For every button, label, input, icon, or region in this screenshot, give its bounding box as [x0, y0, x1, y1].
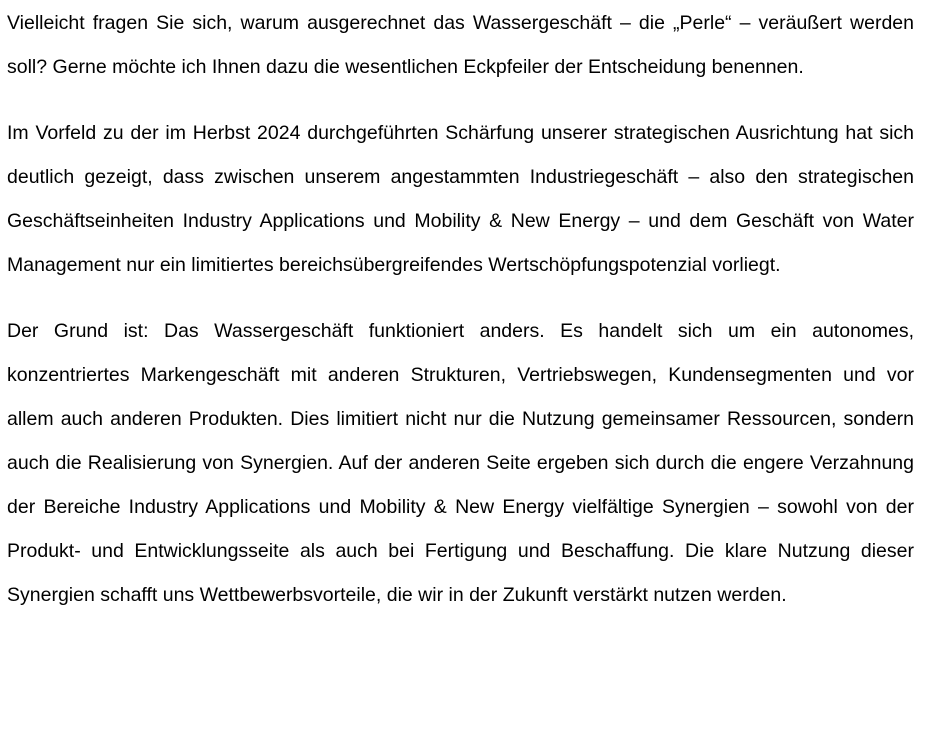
paragraph-strategy: Im Vorfeld zu der im Herbst 2024 durchgeführten Schärfung unserer strategischen Ausrichtung hat sich deutlich gezeigt, dass zwischen unserem angestammten Industriegeschäft – also den strategischen Geschäftseinheiten Industry Applications und Mobility & New Energy – und dem Geschäft von Water Management nur ein limitiertes bereichsübergreifendes Wertschöpfungspotenzial vorliegt.	[7, 122, 914, 276]
paragraph-intro: Vielleicht fragen Sie sich, warum ausgerechnet das Wassergeschäft – die „Perle“ – veräußert werden soll? Gerne möchte ich Ihnen dazu die wesentlichen Eckpfeiler der Entscheidung benennen.	[7, 12, 914, 78]
document-page	[0, 1, 925, 733]
paragraph-reason: Der Grund ist: Das Wassergeschäft funktioniert anders. Es handelt sich um ein autonomes, konzentriertes Markengeschäft mit anderen Strukturen, Vertriebswegen, Kundensegmenten und vor allem auch anderen Produkten. Dies limitiert nicht nur die Nutzung gemeinsamer Ressourcen, sondern auch die Realisierung von Synergien. Auf der anderen Seite ergeben sich durch die engere Verzahnung der Bereiche Industry Applications und Mobility & New Energy vielfältige Synergien – sowohl von der Produkt- und Entwicklungsseite als auch bei Fertigung und Beschaffung. Die klare Nutzung dieser Synergien schafft uns Wettbewerbsvorteile, die wir in der Zukunft verstärkt nutzen werden.	[7, 320, 914, 606]
